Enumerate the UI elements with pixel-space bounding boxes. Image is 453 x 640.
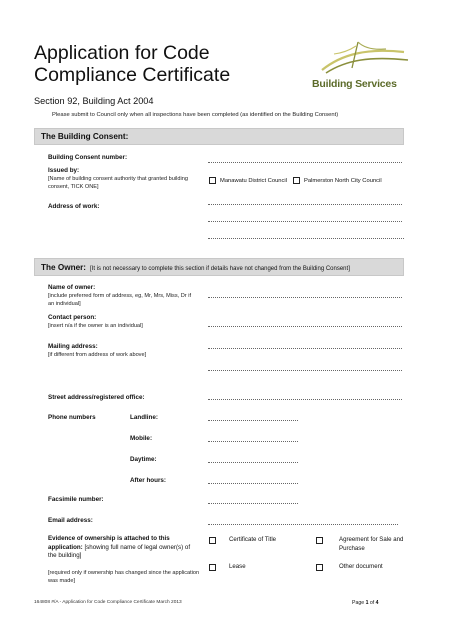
evidence-of-ownership-label [48, 535, 200, 561]
evidence-label-bold: Evidence of ownership is attached to this application: [48, 535, 170, 551]
email-label: Email address: [48, 517, 93, 524]
after-hours-field[interactable] [208, 483, 298, 484]
page-total: 4 [375, 600, 379, 606]
contact-person-label: Contact person: [48, 314, 97, 321]
issued-by-hint: [Name of building consent authority that granted building consent, TICK ONE] [48, 176, 188, 191]
page-current: 1 [365, 600, 369, 606]
after-hours-label: After hours: [130, 477, 167, 484]
street-address-label: Street address/registered office: [48, 394, 145, 401]
owner-section-header [34, 258, 404, 276]
owner-name-hint: [include preferred form of address, eg, Mr, Mrs, Miss, Dr if an individual] [48, 293, 191, 308]
consent-number-label: Building Consent number: [48, 154, 128, 161]
manawatu-label: Manawatu District Council [220, 178, 288, 184]
swoosh-logo-icon [312, 40, 424, 80]
landline-label: Landline: [130, 414, 158, 421]
phone-numbers-label: Phone numbers [48, 414, 96, 421]
manawatu-checkbox[interactable] [209, 177, 216, 184]
owner-section-note: [It is not necessary to complete this section if details have not changed from the Building Consent] [90, 266, 350, 272]
agreement-label: Agreement for Sale and Purchase [339, 536, 404, 552]
page-number [352, 600, 379, 606]
page-title [34, 42, 230, 86]
mailing-address-line-1[interactable] [208, 348, 402, 349]
act-reference: Section 92, Building Act 2004 [34, 96, 154, 106]
owner-name-field[interactable] [208, 297, 402, 298]
page-prefix: Page [352, 600, 366, 606]
building-consent-section-header [34, 128, 404, 145]
facsimile-label: Facsimile number: [48, 496, 104, 503]
consent-number-field[interactable] [208, 162, 402, 163]
other-document-label: Other document [339, 563, 383, 570]
other-document-checkbox[interactable] [316, 564, 323, 571]
street-address-field[interactable] [208, 399, 402, 400]
title-line-1: Application for Code [34, 42, 210, 64]
address-line-3[interactable] [208, 238, 404, 239]
title-line-2: Compliance Certificate [34, 64, 231, 86]
contact-person-field[interactable] [208, 326, 402, 327]
address-line-1[interactable] [208, 204, 402, 205]
owner-title: The Owner: [41, 263, 87, 272]
daytime-field[interactable] [208, 462, 298, 463]
evidence-label-rest: [showing full name of legal owner(s) of the building] [48, 543, 191, 560]
mobile-field[interactable] [208, 441, 298, 442]
facsimile-field[interactable] [208, 503, 298, 504]
contact-person-hint: [insert n/a if the owner is an individual] [48, 323, 143, 329]
mailing-address-hint: [if different from address of work above] [48, 352, 147, 358]
daytime-label: Daytime: [130, 456, 157, 463]
landline-field[interactable] [208, 420, 298, 421]
agreement-checkbox[interactable] [316, 537, 323, 544]
mailing-address-line-2[interactable] [208, 370, 402, 371]
issued-by-label: Issued by: [48, 167, 80, 174]
submission-instruction: Please submit to Council only when all inspections have been completed (as identified on the Building Consent) [52, 112, 339, 118]
mobile-label: Mobile: [130, 435, 153, 442]
section-title: The Building Consent: [41, 132, 129, 141]
document-reference: 164808 #/A - Application for Code Compliance Certificate March 2013 [34, 600, 182, 605]
page-of: of [368, 600, 376, 606]
section-title [41, 263, 350, 272]
lease-label: Lease [229, 563, 246, 570]
mailing-address-label: Mailing address: [48, 343, 98, 350]
palmerston-north-checkbox[interactable] [293, 177, 300, 184]
owner-name-label [48, 284, 95, 291]
email-field[interactable] [208, 524, 398, 525]
logo-text: Building Services [312, 78, 397, 90]
owner-name-colon: : [93, 284, 96, 291]
address-of-work-label: Address of work: [48, 203, 100, 210]
palmerston-north-label: Palmerston North City Council [304, 178, 382, 184]
certificate-of-title-label: Certificate of Title [229, 536, 277, 543]
address-line-2[interactable] [208, 221, 402, 222]
certificate-of-title-checkbox[interactable] [209, 537, 216, 544]
evidence-hint: [required only if ownership has changed since the application was made] [48, 570, 200, 585]
lease-checkbox[interactable] [209, 564, 216, 571]
building-services-logo [312, 40, 424, 96]
owner-name-label-text: Name of owner [48, 284, 94, 291]
